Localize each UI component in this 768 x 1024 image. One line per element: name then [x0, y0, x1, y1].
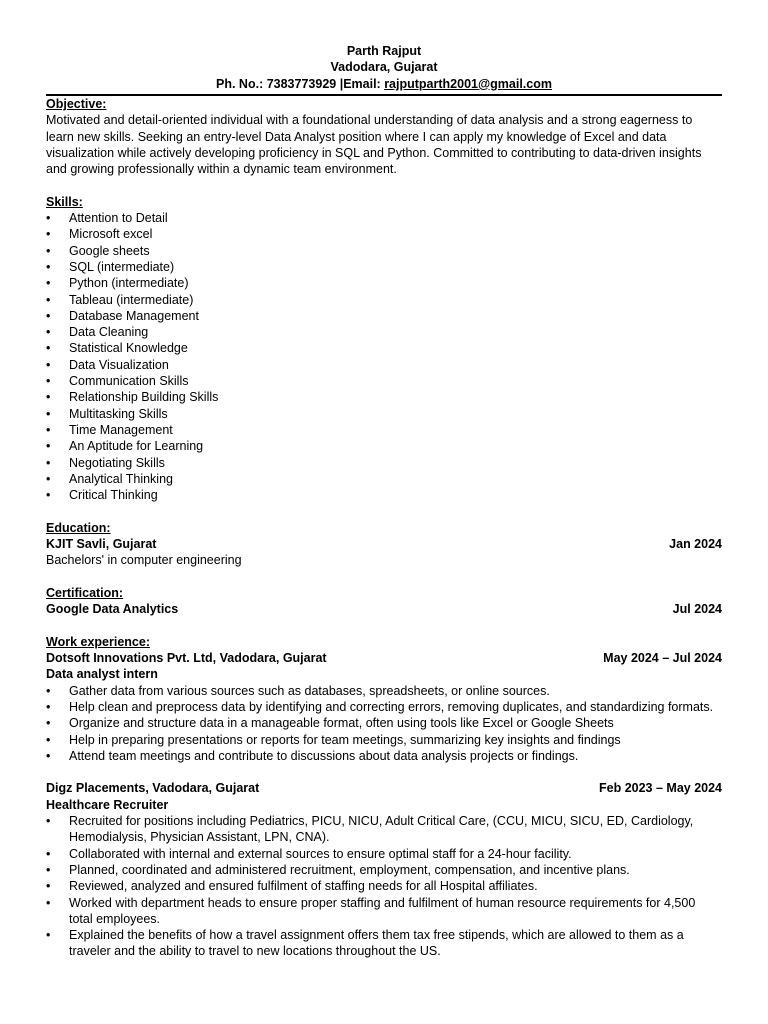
list-item-text: Multitasking Skills [69, 406, 168, 421]
list-item [46, 487, 722, 503]
bullet-icon: • [46, 471, 51, 486]
education-section [46, 520, 722, 569]
list-item [46, 878, 722, 894]
list-item [46, 389, 722, 405]
bullet-icon: • [46, 276, 51, 291]
list-item [46, 455, 722, 471]
list-item [46, 927, 722, 960]
list-item-text: Python (intermediate) [69, 276, 189, 291]
list-item-text: Critical Thinking [69, 488, 158, 503]
job-company: Dotsoft Innovations Pvt. Ltd, Vadodara, Gujarat [46, 651, 327, 666]
job-dotsoft [46, 650, 722, 764]
job-company: Digz Placements, Vadodara, Gujarat [46, 781, 260, 796]
education-institution: KJIT Savli, Gujarat [46, 537, 157, 552]
bullet-icon: • [46, 814, 51, 829]
bullet-icon: • [46, 341, 51, 356]
bullet-icon: • [46, 895, 51, 910]
list-item [46, 406, 722, 422]
bullet-icon: • [46, 325, 51, 340]
list-item-text: SQL (intermediate) [69, 259, 175, 274]
list-item [46, 471, 722, 487]
list-item-text: Data Cleaning [69, 325, 149, 340]
list-item-text: Attention to Detail [69, 211, 168, 226]
bullet-icon: • [46, 390, 51, 405]
job-role: Healthcare Recruiter [46, 797, 169, 812]
list-item-text: Time Management [69, 422, 173, 437]
list-item [46, 243, 722, 259]
list-item [46, 813, 722, 846]
objective-title: Objective: [46, 97, 107, 111]
bullet-icon: • [46, 357, 51, 372]
list-item [46, 340, 722, 356]
bullet-icon: • [46, 699, 51, 714]
bullet-icon: • [46, 716, 51, 731]
list-item-text: Relationship Building Skills [69, 390, 219, 405]
list-item-text: Database Management [69, 308, 199, 323]
education-degree: Bachelors' in computer engineering [46, 553, 242, 568]
job-dates: Feb 2023 – May 2024 [599, 781, 722, 796]
list-item [46, 732, 722, 748]
list-item-text: Collaborated with internal and external sources to ensure optimal staff for a 24-hour facility. [69, 846, 572, 861]
bullet-icon: • [46, 748, 51, 763]
list-item-text: Statistical Knowledge [69, 341, 188, 356]
list-item-text: Negotiating Skills [69, 455, 165, 470]
list-item [46, 748, 722, 764]
job-bullets [46, 683, 722, 764]
bullet-icon: • [46, 211, 51, 226]
certification-section [46, 585, 722, 618]
candidate-location: Vadodara, Gujarat [330, 60, 438, 75]
list-item [46, 862, 722, 878]
bullet-icon: • [46, 227, 51, 242]
list-item-text: Help in preparing presentations or reports for team meetings, summarizing key insights and findings [69, 732, 621, 747]
work-title: Work experience: [46, 634, 150, 649]
bullet-icon: • [46, 928, 51, 943]
list-item-text: Gather data from various sources such as databases, spreadsheets, or online sources. [69, 683, 550, 698]
bullet-icon: • [46, 406, 51, 421]
list-item [46, 292, 722, 308]
bullet-icon: • [46, 879, 51, 894]
list-item-text: Reviewed, analyzed and ensured fulfilment of staffing needs for all Hospital affiliates. [69, 879, 538, 894]
bullet-icon: • [46, 439, 51, 454]
job-dates: May 2024 – Jul 2024 [603, 651, 722, 666]
objective-section [46, 96, 722, 177]
list-item [46, 259, 722, 275]
phone-text: Ph. No.: 7383773929 |Email: [216, 76, 385, 91]
education-title: Education: [46, 520, 111, 535]
education-row [46, 536, 722, 552]
bullet-icon: • [46, 292, 51, 307]
list-item [46, 422, 722, 438]
bullet-icon: • [46, 308, 51, 323]
certification-title: Certification: [46, 585, 124, 600]
contact-line [0, 76, 768, 92]
list-item [46, 373, 722, 389]
list-item-text: Help clean and preprocess data by identifying and correcting errors, removing duplicates, and standardizing formats. [69, 699, 714, 714]
list-item-text: Organize and structure data in a manageable format, often using tools like Excel or Google Sheets [69, 716, 614, 731]
certification-name: Google Data Analytics [46, 602, 179, 617]
list-item-text: An Aptitude for Learning [69, 439, 204, 454]
list-item-text: Analytical Thinking [69, 471, 173, 486]
list-item-text: Worked with department heads to ensure proper staffing and fulfilment of human resource requirements for 4,500 total employees. [69, 895, 696, 926]
list-item [46, 210, 722, 226]
job-header [46, 650, 722, 666]
list-item [46, 324, 722, 340]
bullet-icon: • [46, 243, 51, 258]
list-item-text: Explained the benefits of how a travel assignment offers them tax free stipends, which are allowed to them as a traveler and the ability to travel to new locations throughout the US. [69, 928, 684, 959]
resume-body [46, 96, 722, 960]
email-link[interactable]: rajputparth2001@gmail.com [384, 76, 552, 91]
bullet-icon: • [46, 259, 51, 274]
list-item-text: Tableau (intermediate) [69, 292, 194, 307]
candidate-name: Parth Rajput [346, 44, 422, 58]
list-item [46, 895, 722, 928]
work-section [46, 634, 722, 960]
list-item-text: Data Visualization [69, 357, 169, 372]
list-item-text: Recruited for positions including Pediatrics, PICU, NICU, Adult Critical Care, (CCU, MICU, SICU, ED, Cardiology, Hemodialysis, Physician Assistant, LPN, CNA). [69, 814, 694, 845]
list-item-text: Communication Skills [69, 374, 189, 389]
bullet-icon: • [46, 862, 51, 877]
list-item-text: Google sheets [69, 243, 150, 258]
list-item [46, 438, 722, 454]
list-item [46, 683, 722, 699]
bullet-icon: • [46, 422, 51, 437]
bullet-icon: • [46, 732, 51, 747]
list-item [46, 846, 722, 862]
list-item [46, 715, 722, 731]
job-digz [46, 780, 722, 959]
list-item [46, 357, 722, 373]
certification-row [46, 601, 722, 617]
job-header [46, 780, 722, 796]
bullet-icon: • [46, 374, 51, 389]
list-item-text: Planned, coordinated and administered recruitment, employment, compensation, and incentive plans. [69, 862, 630, 877]
list-item [46, 226, 722, 242]
certification-date: Jul 2024 [672, 602, 722, 617]
list-item-text: Attend team meetings and contribute to discussions about data analysis projects or findings. [69, 748, 579, 763]
education-date: Jan 2024 [669, 537, 722, 552]
skills-title: Skills: [46, 194, 83, 209]
job-bullets [46, 813, 722, 960]
objective-text: Motivated and detail-oriented individual with a foundational understanding of data analysis and a strong eagerness to learn new skills. Seeking an entry-level Data Analyst position where I can apply my knowledge of Excel and data visualization while actively developing proficiency in SQL and Python. Committed to contributing to data-driven insights and growing professionally within a dynamic team environment. [46, 113, 702, 177]
list-item [46, 699, 722, 715]
bullet-icon: • [46, 488, 51, 503]
skills-section [46, 194, 722, 504]
list-item-text: Microsoft excel [69, 227, 153, 242]
job-role: Data analyst intern [46, 667, 158, 682]
list-item [46, 308, 722, 324]
resume-header [0, 43, 768, 92]
skills-list [46, 210, 722, 503]
bullet-icon: • [46, 683, 51, 698]
list-item [46, 275, 722, 291]
bullet-icon: • [46, 455, 51, 470]
bullet-icon: • [46, 846, 51, 861]
